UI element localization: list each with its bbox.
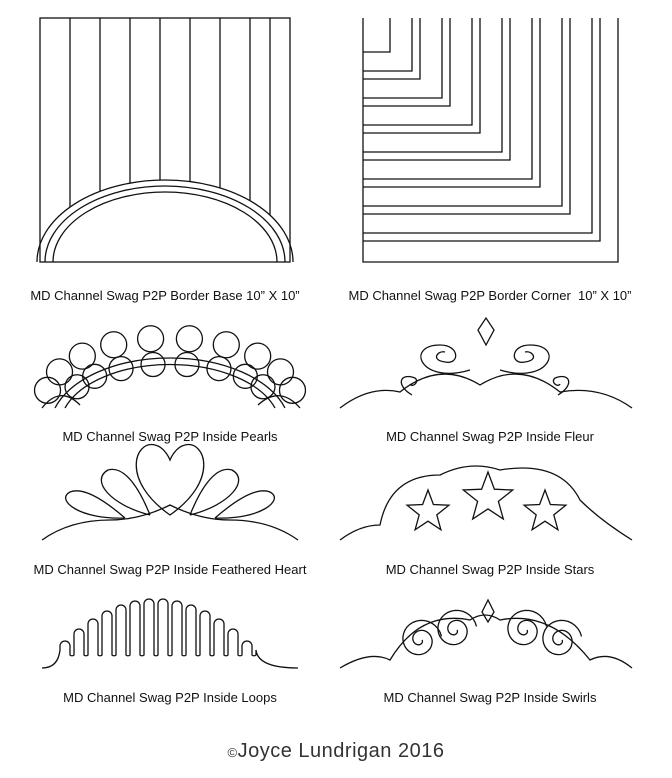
border-corner-l: [363, 18, 450, 106]
border-corner-l: [363, 18, 570, 214]
feather: [190, 469, 239, 515]
caption-inside-swirls: MD Channel Swag P2P Inside Swirls: [383, 690, 597, 705]
caption-inside-fleur: MD Channel Swag P2P Inside Fleur: [386, 429, 594, 444]
swirl: [438, 610, 477, 644]
fleur-base: [340, 374, 632, 408]
pearls-scallop: [258, 396, 300, 408]
star: [463, 472, 512, 519]
pearl: [176, 326, 202, 352]
swirls-base: [340, 615, 632, 668]
feather: [66, 491, 125, 518]
pearl: [83, 364, 107, 388]
border-corner-frame: [363, 18, 618, 262]
pearl: [35, 377, 61, 403]
border-corner-l: [363, 18, 502, 152]
loops-line: [42, 599, 298, 668]
pearls-scallop: [42, 396, 80, 408]
border-corner-l: [363, 18, 412, 71]
copyright-text: Joyce Lundrigan 2016: [237, 740, 445, 762]
pearl: [279, 377, 305, 403]
swirl: [543, 620, 582, 654]
caption-inside-loops: MD Channel Swag P2P Inside Loops: [63, 690, 277, 705]
feather: [101, 469, 150, 515]
swirl: [403, 620, 442, 654]
pearl: [47, 359, 73, 385]
caption-border-corner: MD Channel Swag P2P Border Corner 10” X 10”: [348, 288, 632, 303]
pearl: [213, 332, 239, 358]
caption-inside-pearls: MD Channel Swag P2P Inside Pearls: [62, 429, 278, 444]
border-corner-l: [363, 18, 510, 160]
border-corner-l: [363, 18, 600, 241]
border-base-arc: [45, 186, 285, 262]
fleur-tip: [478, 318, 494, 345]
caption-inside-stars: MD Channel Swag P2P Inside Stars: [385, 562, 595, 577]
border-corner-l: [363, 18, 390, 52]
star: [407, 490, 449, 530]
feather: [215, 491, 274, 518]
copyright: [0, 740, 672, 763]
pearl: [267, 359, 293, 385]
caption-inside-feathered-heart: MD Channel Swag P2P Inside Feathered Heart: [33, 562, 307, 577]
border-base-arc: [53, 192, 277, 262]
pearl: [233, 364, 257, 388]
border-base-frame: [40, 18, 290, 262]
swirl: [508, 610, 547, 644]
fleur-swirl-left: [421, 345, 470, 373]
copyright-symbol: ©: [227, 745, 238, 760]
swirls-tip: [482, 600, 494, 622]
caption-border-base: MD Channel Swag P2P Border Base 10” X 10”: [30, 288, 300, 303]
border-corner-l: [363, 18, 480, 133]
fleur-swirl-right: [500, 345, 549, 373]
pearl: [101, 332, 127, 358]
pearls-arch: [65, 364, 275, 408]
border-corner-l: [363, 18, 442, 98]
star: [524, 490, 566, 530]
heart-base: [42, 505, 298, 540]
pearl: [138, 326, 164, 352]
